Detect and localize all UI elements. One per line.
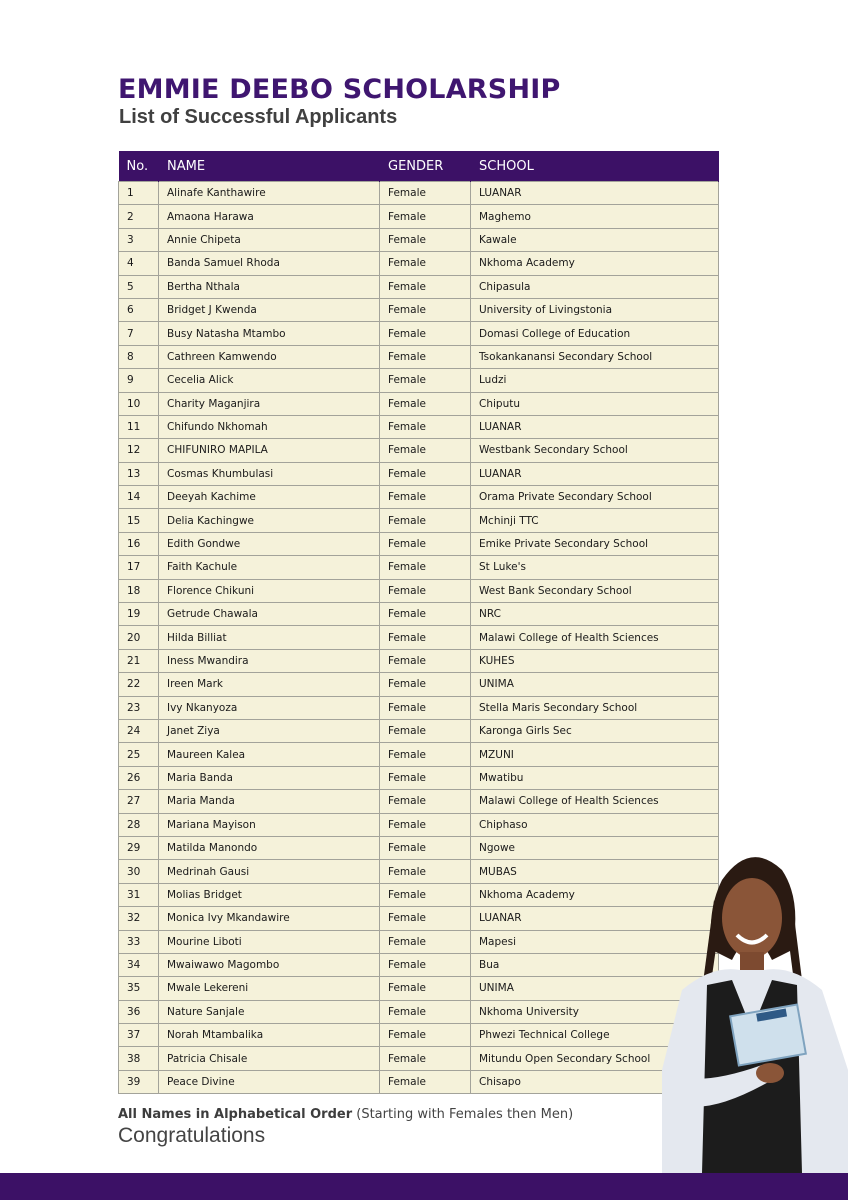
cell-name: CHIFUNIRO MAPILA — [159, 439, 380, 462]
cell-name: Bertha Nthala — [159, 275, 380, 298]
table-row — [119, 766, 719, 789]
cell-gender: Female — [380, 532, 471, 555]
cell-school: MUBAS — [471, 860, 719, 883]
cell-gender: Female — [380, 415, 471, 438]
cell-gender: Female — [380, 626, 471, 649]
table-row — [119, 369, 719, 392]
footnote-rest: (Starting with Females then Men) — [352, 1107, 574, 1122]
cell-name: Mourine Liboti — [159, 930, 380, 953]
cell-school: Phwezi Technical College — [471, 1024, 719, 1047]
cell-gender: Female — [380, 1000, 471, 1023]
cell-school: KUHES — [471, 649, 719, 672]
cell-school: Ngowe — [471, 836, 719, 859]
cell-school: UNIMA — [471, 977, 719, 1000]
table-row — [119, 439, 719, 462]
cell-name: Deeyah Kachime — [159, 486, 380, 509]
cell-gender: Female — [380, 298, 471, 321]
cell-no: 29 — [119, 836, 159, 859]
cell-name: Alinafe Kanthawire — [159, 182, 380, 205]
cell-no: 26 — [119, 766, 159, 789]
cell-name: Ivy Nkanyoza — [159, 696, 380, 719]
cell-no: 18 — [119, 579, 159, 602]
cell-no: 10 — [119, 392, 159, 415]
cell-school: St Luke's — [471, 556, 719, 579]
table-row — [119, 790, 719, 813]
cell-name: Delia Kachingwe — [159, 509, 380, 532]
cell-school: Mchinji TTC — [471, 509, 719, 532]
cell-school: Malawi College of Health Sciences — [471, 790, 719, 813]
cell-no: 16 — [119, 532, 159, 555]
cell-gender: Female — [380, 369, 471, 392]
cell-no: 38 — [119, 1047, 159, 1070]
cell-no: 19 — [119, 603, 159, 626]
cell-gender: Female — [380, 907, 471, 930]
table-header-row — [119, 151, 719, 182]
cell-school: Orama Private Secondary School — [471, 486, 719, 509]
cell-gender: Female — [380, 462, 471, 485]
cell-gender: Female — [380, 205, 471, 228]
cell-name: Norah Mtambalika — [159, 1024, 380, 1047]
cell-no: 12 — [119, 439, 159, 462]
cell-no: 39 — [119, 1070, 159, 1093]
cell-no: 36 — [119, 1000, 159, 1023]
cell-name: Annie Chipeta — [159, 228, 380, 251]
table-row — [119, 392, 719, 415]
cell-name: Getrude Chawala — [159, 603, 380, 626]
table-row — [119, 486, 719, 509]
cell-name: Maureen Kalea — [159, 743, 380, 766]
cell-name: Edith Gondwe — [159, 532, 380, 555]
table-row — [119, 322, 719, 345]
table-row — [119, 1047, 719, 1070]
table-row — [119, 883, 719, 906]
cell-school: LUANAR — [471, 415, 719, 438]
table-row — [119, 345, 719, 368]
cell-no: 13 — [119, 462, 159, 485]
page-title: EMMIE DEEBO SCHOLARSHIP — [118, 74, 561, 105]
cell-no: 20 — [119, 626, 159, 649]
cell-gender: Female — [380, 673, 471, 696]
cell-name: Maria Banda — [159, 766, 380, 789]
table-row — [119, 930, 719, 953]
cell-school: Mapesi — [471, 930, 719, 953]
table-row — [119, 673, 719, 696]
cell-gender: Female — [380, 719, 471, 742]
table-row — [119, 1024, 719, 1047]
cell-gender: Female — [380, 579, 471, 602]
cell-name: Patricia Chisale — [159, 1047, 380, 1070]
cell-gender: Female — [380, 439, 471, 462]
cell-school: Chisapo — [471, 1070, 719, 1093]
cell-name: Chifundo Nkhomah — [159, 415, 380, 438]
cell-school: LUANAR — [471, 907, 719, 930]
cell-school: Nkhoma University — [471, 1000, 719, 1023]
cell-gender: Female — [380, 392, 471, 415]
table-row — [119, 696, 719, 719]
cell-school: Chipasula — [471, 275, 719, 298]
cell-no: 11 — [119, 415, 159, 438]
congratulations-text: Congratulations — [118, 1124, 266, 1147]
table-row — [119, 556, 719, 579]
cell-school: Chiputu — [471, 392, 719, 415]
cell-gender: Female — [380, 603, 471, 626]
table-row — [119, 649, 719, 672]
cell-gender: Female — [380, 486, 471, 509]
table-row — [119, 298, 719, 321]
cell-gender: Female — [380, 649, 471, 672]
cell-name: Mwaiwawo Magombo — [159, 953, 380, 976]
cell-no: 8 — [119, 345, 159, 368]
cell-gender: Female — [380, 696, 471, 719]
cell-school: Nkhoma Academy — [471, 252, 719, 275]
cell-no: 23 — [119, 696, 159, 719]
cell-no: 24 — [119, 719, 159, 742]
cell-school: LUANAR — [471, 462, 719, 485]
cell-name: Iness Mwandira — [159, 649, 380, 672]
cell-name: Faith Kachule — [159, 556, 380, 579]
cell-gender: Female — [380, 1047, 471, 1070]
table-row — [119, 1000, 719, 1023]
table-row — [119, 1070, 719, 1093]
student-photo — [652, 840, 848, 1173]
cell-no: 35 — [119, 977, 159, 1000]
cell-name: Bridget J Kwenda — [159, 298, 380, 321]
cell-gender: Female — [380, 1070, 471, 1093]
cell-school: Maghemo — [471, 205, 719, 228]
cell-gender: Female — [380, 275, 471, 298]
cell-gender: Female — [380, 977, 471, 1000]
table-row — [119, 415, 719, 438]
cell-gender: Female — [380, 182, 471, 205]
cell-no: 4 — [119, 252, 159, 275]
cell-gender: Female — [380, 883, 471, 906]
cell-school: Malawi College of Health Sciences — [471, 626, 719, 649]
cell-no: 28 — [119, 813, 159, 836]
table-row — [119, 228, 719, 251]
table-row — [119, 509, 719, 532]
column-header-gender: GENDER — [380, 151, 471, 182]
cell-gender: Female — [380, 813, 471, 836]
cell-gender: Female — [380, 766, 471, 789]
cell-school: Nkhoma Academy — [471, 883, 719, 906]
cell-school: Bua — [471, 953, 719, 976]
table-row — [119, 182, 719, 205]
cell-name: Mwale Lekereni — [159, 977, 380, 1000]
cell-name: Banda Samuel Rhoda — [159, 252, 380, 275]
cell-name: Cosmas Khumbulasi — [159, 462, 380, 485]
table-row — [119, 907, 719, 930]
cell-name: Medrinah Gausi — [159, 860, 380, 883]
cell-school: Westbank Secondary School — [471, 439, 719, 462]
cell-school: Mwatibu — [471, 766, 719, 789]
page-subtitle: List of Successful Applicants — [119, 106, 398, 128]
cell-gender: Female — [380, 743, 471, 766]
cell-no: 9 — [119, 369, 159, 392]
table-row — [119, 813, 719, 836]
bottom-bar — [0, 1173, 848, 1200]
footnote — [118, 1107, 573, 1122]
cell-name: Maria Manda — [159, 790, 380, 813]
cell-no: 37 — [119, 1024, 159, 1047]
cell-name: Cecelia Alick — [159, 369, 380, 392]
cell-name: Ireen Mark — [159, 673, 380, 696]
cell-gender: Female — [380, 1024, 471, 1047]
table-row — [119, 626, 719, 649]
table-row — [119, 953, 719, 976]
cell-no: 31 — [119, 883, 159, 906]
table-row — [119, 462, 719, 485]
cell-school: NRC — [471, 603, 719, 626]
cell-no: 5 — [119, 275, 159, 298]
cell-school: UNIMA — [471, 673, 719, 696]
table-row — [119, 532, 719, 555]
cell-name: Amaona Harawa — [159, 205, 380, 228]
cell-name: Molias Bridget — [159, 883, 380, 906]
cell-gender: Female — [380, 509, 471, 532]
table-row — [119, 860, 719, 883]
cell-name: Hilda Billiat — [159, 626, 380, 649]
cell-gender: Female — [380, 953, 471, 976]
cell-name: Janet Ziya — [159, 719, 380, 742]
cell-school: Domasi College of Education — [471, 322, 719, 345]
column-header-name: NAME — [159, 151, 380, 182]
table-row — [119, 977, 719, 1000]
cell-gender: Female — [380, 345, 471, 368]
footnote-bold: All Names in Alphabetical Order — [118, 1107, 353, 1122]
cell-no: 30 — [119, 860, 159, 883]
cell-gender: Female — [380, 252, 471, 275]
cell-name: Florence Chikuni — [159, 579, 380, 602]
table-row — [119, 252, 719, 275]
cell-no: 1 — [119, 182, 159, 205]
cell-name: Mariana Mayison — [159, 813, 380, 836]
cell-name: Charity Maganjira — [159, 392, 380, 415]
cell-no: 6 — [119, 298, 159, 321]
table-row — [119, 836, 719, 859]
column-header-no: No. — [119, 151, 159, 182]
cell-name: Matilda Manondo — [159, 836, 380, 859]
cell-name: Monica Ivy Mkandawire — [159, 907, 380, 930]
cell-name: Cathreen Kamwendo — [159, 345, 380, 368]
applicants-table — [118, 151, 719, 1094]
cell-school: MZUNI — [471, 743, 719, 766]
cell-no: 14 — [119, 486, 159, 509]
cell-name: Busy Natasha Mtambo — [159, 322, 380, 345]
cell-gender: Female — [380, 228, 471, 251]
cell-no: 34 — [119, 953, 159, 976]
cell-no: 22 — [119, 673, 159, 696]
cell-no: 25 — [119, 743, 159, 766]
table-row — [119, 719, 719, 742]
cell-school: West Bank Secondary School — [471, 579, 719, 602]
table-row — [119, 579, 719, 602]
table-row — [119, 743, 719, 766]
cell-no: 32 — [119, 907, 159, 930]
cell-school: Emike Private Secondary School — [471, 532, 719, 555]
cell-school: Mitundu Open Secondary School — [471, 1047, 719, 1070]
cell-name: Nature Sanjale — [159, 1000, 380, 1023]
cell-school: Ludzi — [471, 369, 719, 392]
cell-gender: Female — [380, 322, 471, 345]
cell-no: 2 — [119, 205, 159, 228]
cell-gender: Female — [380, 556, 471, 579]
column-header-school: SCHOOL — [471, 151, 719, 182]
cell-school: Chiphaso — [471, 813, 719, 836]
cell-no: 15 — [119, 509, 159, 532]
cell-no: 27 — [119, 790, 159, 813]
cell-gender: Female — [380, 860, 471, 883]
cell-school: LUANAR — [471, 182, 719, 205]
cell-no: 21 — [119, 649, 159, 672]
cell-no: 17 — [119, 556, 159, 579]
cell-gender: Female — [380, 930, 471, 953]
cell-no: 33 — [119, 930, 159, 953]
cell-school: University of Livingstonia — [471, 298, 719, 321]
table-row — [119, 603, 719, 626]
cell-school: Karonga Girls Sec — [471, 719, 719, 742]
cell-school: Stella Maris Secondary School — [471, 696, 719, 719]
cell-name: Peace Divine — [159, 1070, 380, 1093]
cell-gender: Female — [380, 790, 471, 813]
cell-school: Tsokankanansi Secondary School — [471, 345, 719, 368]
cell-gender: Female — [380, 836, 471, 859]
table-row — [119, 205, 719, 228]
cell-school: Kawale — [471, 228, 719, 251]
table-row — [119, 275, 719, 298]
cell-no: 3 — [119, 228, 159, 251]
cell-no: 7 — [119, 322, 159, 345]
